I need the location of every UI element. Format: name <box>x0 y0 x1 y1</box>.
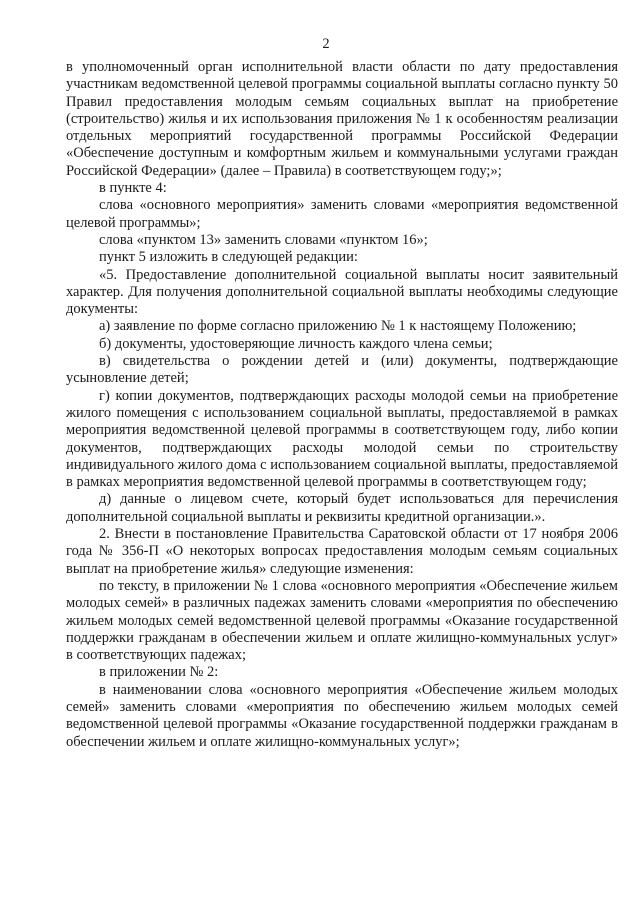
paragraph: в) свидетельства о рождении детей и (или) документы, подтверждающие усыновление детей; <box>66 353 618 387</box>
paragraph: в приложении № 2: <box>99 664 219 681</box>
paragraph: слова «пунктом 13» заменить словами «пунктом 16»; <box>99 231 428 248</box>
document-body <box>66 59 618 751</box>
paragraph: пункт 5 изложить в следующей редакции: <box>99 249 358 266</box>
paragraph: а) заявление по форме согласно приложению № 1 к настоящему Положению; <box>99 318 577 335</box>
paragraph: 2. Внести в постановление Правительства Саратовской области от 17 ноября 2006 года № 356-П «О некоторых вопросах предоставления молодым семьям социальных выплат на приобретение жилья» следующие изменения: <box>66 526 618 577</box>
paragraph: д) данные о лицевом счете, который будет использоваться для перечисления дополнительной социальной выплаты и реквизиты кредитной организации.». <box>66 491 618 525</box>
page-number: 2 <box>322 36 330 52</box>
paragraph: в уполномоченный орган исполнительной власти области по дату предоставления участникам ведомственной целевой программы социальной выплаты согласно пункту 50 Правил предоставления молодым семьям социальных выплат на приобретение (строительство) жилья и их использования приложения № 1 к особенностям реализации отдельных мероприятий государственной программы Российской Федерации «Обеспечение доступным и комфортным жильем и коммунальными услугами граждан Российской Федерации» (далее – Правила) в соответствующем году;»; <box>66 59 618 179</box>
paragraph: г) копии документов, подтверждающих расходы молодой семьи на приобретение жилого помещения с использованием социальной выплаты, предоставляемой в рамках мероприятия ведомственной целевой программы в соответствующем году, либо копии документов, подтверждающих расходы молодой семьи по строительству индивидуального жилого дома с использованием социальной выплаты, предоставляемой в рамках мероприятия ведомственной целевой программы в соответствующем году; <box>66 387 618 491</box>
paragraph: по тексту, в приложении № 1 слова «основного мероприятия «Обеспечение жильем молодых семей» в различных падежах заменить словами «мероприятия по обеспечению жильем молодых семей ведомственной целевой программы «Оказание государственной поддержки гражданам в обеспечении жильем и оплате жилищно-коммунальных услуг» в соответствующих падежах; <box>66 577 618 664</box>
paragraph: в пункте 4: <box>99 180 167 197</box>
paragraph: слова «основного мероприятия» заменить словами «мероприятия ведомственной целевой программы»; <box>66 197 618 231</box>
paragraph: «5. Предоставление дополнительной социальной выплаты носит заявительный характер. Для получения дополнительной социальной выплаты необходимы следующие документы: <box>66 266 618 318</box>
paragraph: б) документы, удостоверяющие личность каждого члена семьи; <box>99 335 493 352</box>
paragraph: в наименовании слова «основного мероприятия «Обеспечение жильем молодых семей» заменить словами «мероприятия по обеспечению жильем молодых семей ведомственной целевой программы «Оказание государственной поддержки гражданам в обеспечении жильем и оплате жилищно-коммунальных услуг»; <box>66 681 618 750</box>
